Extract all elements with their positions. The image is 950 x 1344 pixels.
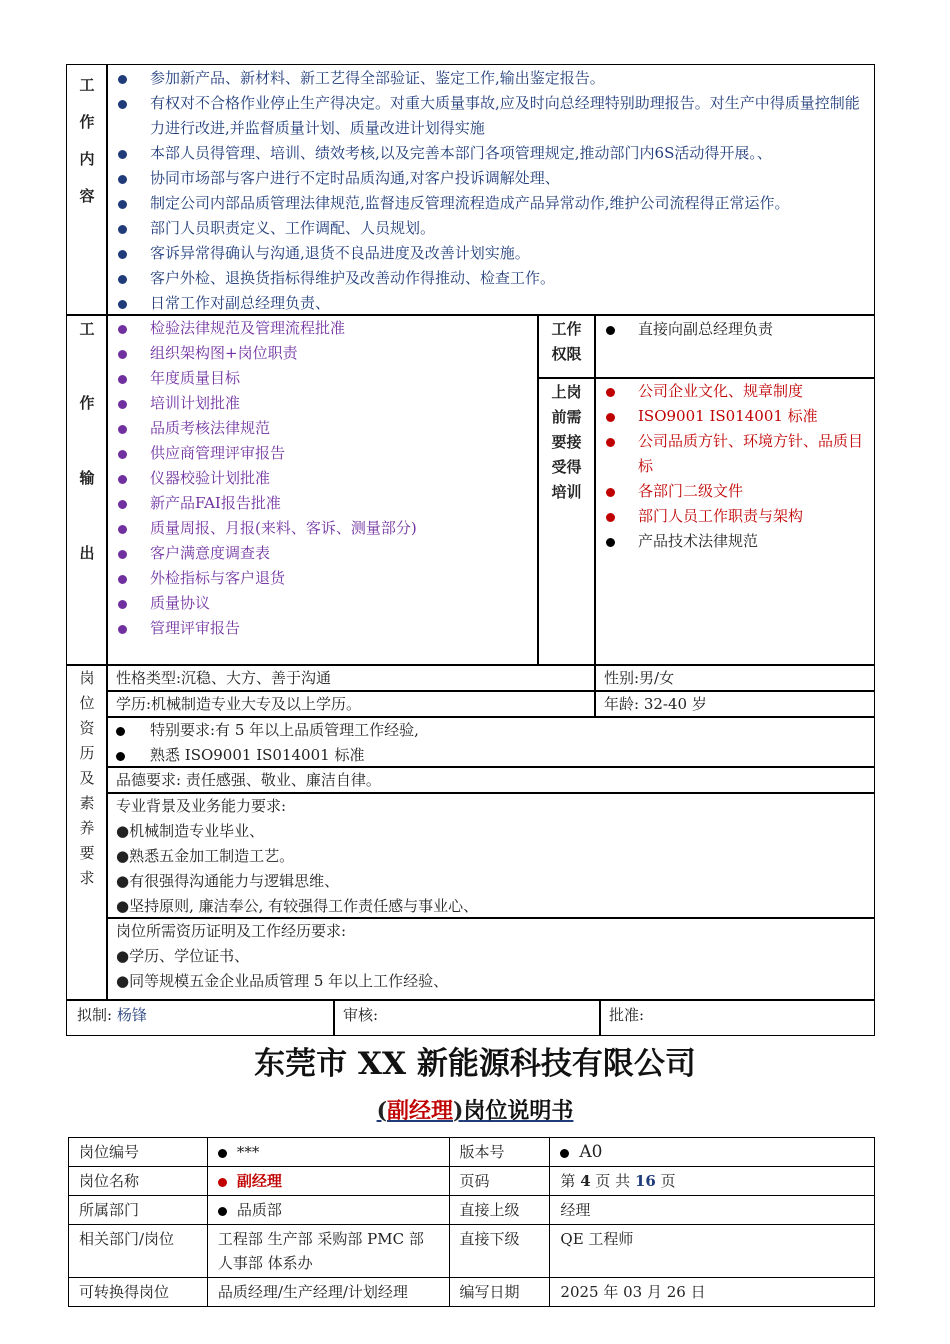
bullet-icon xyxy=(606,538,615,547)
bullet-icon xyxy=(118,450,127,459)
bullet-icon xyxy=(118,475,127,484)
list-item: 客户满意度调查表 xyxy=(108,541,537,566)
list-item: 日常工作对副总经理负责、 xyxy=(108,291,866,316)
qualification-title: 岗 位 资 历 及 素 养 要 求 xyxy=(79,669,95,887)
bullet-icon xyxy=(118,625,127,634)
bullet-icon xyxy=(118,575,127,584)
list-item: 质量协议 xyxy=(108,591,537,616)
authority-label-cell: 工作 权限 xyxy=(538,315,595,378)
bullet-icon xyxy=(606,488,615,497)
list-item: 公司企业文化、规章制度 xyxy=(596,379,868,404)
bullet-icon xyxy=(118,325,127,334)
list-item: 部门人员职责定义、工作调配、人员规划。 xyxy=(108,216,866,241)
list-item: 新产品FAI报告批准 xyxy=(108,491,537,516)
special-requirements-list xyxy=(108,718,874,768)
training-label-cell: 上岗 前需 要接 受得 培训 xyxy=(538,378,595,665)
list-item: ●有很强得沟通能力与逻辑思维、 xyxy=(116,872,340,890)
bullet-icon xyxy=(118,150,127,159)
bullet-icon xyxy=(116,752,125,761)
bullet-icon xyxy=(118,350,127,359)
work-output-list xyxy=(108,316,537,641)
post-info-table xyxy=(68,1137,875,1307)
list-item: 熟悉 ISO9001 IS014001 标准 xyxy=(108,743,874,768)
bullet-icon xyxy=(118,525,127,534)
review-cell: 审核: xyxy=(334,1000,600,1035)
authority-content-cell xyxy=(595,315,874,378)
work-content-list-cell xyxy=(107,65,874,315)
list-item: 制定公司内部品质管理法律规范,监督违反管理流程造成产品异常动作,维护公司流程得正常运作。 xyxy=(108,191,866,216)
list-item: 公司品质方针、环境方针、品质目标 xyxy=(596,429,868,479)
bullet-icon xyxy=(606,326,615,335)
work-content-title: 工 作 内 容 xyxy=(79,76,95,205)
job-description-table xyxy=(66,64,875,1036)
table-row: 相关部门/岗位 工程部 生产部 采购部 PMC 部 人事部 体系办 直接下级 QE 工程师 xyxy=(69,1225,875,1278)
bullet-icon xyxy=(118,300,127,309)
list-item: 客户外检、退换货指标得维护及改善动作得推动、检查工作。 xyxy=(108,266,866,291)
list-item: 参加新产品、新材料、新工艺得全部验证、鉴定工作,输出鉴定报告。 xyxy=(108,66,866,91)
list-item: ●学历、学位证书、 xyxy=(116,947,250,965)
list-item: 质量周报、月报(来料、客诉、测量部分) xyxy=(108,516,537,541)
bullet-icon xyxy=(118,275,127,284)
work-output-title-cell: 工 作 输 出 xyxy=(67,315,107,665)
qualification-title-cell xyxy=(67,665,107,1000)
bullet-icon xyxy=(118,550,127,559)
bullet-icon xyxy=(116,727,125,736)
gender-cell: 性别:男/女 xyxy=(595,665,874,691)
list-item: ●同等规模五金企业品质管理 5 年以上工作经验、 xyxy=(116,972,449,990)
list-item: 外检指标与客户退货 xyxy=(108,566,537,591)
bullet-icon xyxy=(606,513,615,522)
drafter-name: 杨锋 xyxy=(116,1006,147,1024)
list-item: 特别要求:有 5 年以上品质管理工作经验, xyxy=(108,718,874,743)
background-title: 专业背景及业务能力要求: xyxy=(116,797,287,815)
bullet-icon xyxy=(118,100,127,109)
bullet-icon xyxy=(118,250,127,259)
list-item: 部门人员工作职责与架构 xyxy=(596,504,868,529)
bullet-icon xyxy=(218,1149,227,1158)
bullet-icon xyxy=(118,225,127,234)
bullet-icon xyxy=(118,500,127,509)
bullet-icon xyxy=(606,438,615,447)
table-row: 岗位名称 副经理 页码 第 4 页 共 16 页 xyxy=(69,1167,875,1196)
list-item: 仪器校验计划批准 xyxy=(108,466,537,491)
company-name: 东莞市 XX 新能源科技有限公司 xyxy=(254,1046,696,1082)
personality-cell: 性格类型:沉稳、大方、善于沟通 xyxy=(107,665,595,691)
background-cell xyxy=(107,793,874,918)
education-cell: 学历:机械制造专业大专及以上学历。 xyxy=(107,691,595,717)
list-item: 培训计划批准 xyxy=(108,391,537,416)
bullet-icon xyxy=(118,75,127,84)
table-row: 所属部门 品质部 直接上级 经理 xyxy=(69,1196,875,1225)
list-item: 供应商管理评审报告 xyxy=(108,441,537,466)
list-item: 本部人员得管理、培训、绩效考核,以及完善本部门各项管理规定,推动部门内6S活动得开展。、 xyxy=(108,141,866,166)
training-list xyxy=(596,379,868,554)
list-item: 直接向副总经理负责 xyxy=(596,317,874,342)
list-item: ●坚持原则, 廉洁奉公, 有较强得工作责任感与事业心、 xyxy=(116,897,479,915)
certificate-cell xyxy=(107,918,874,1000)
table-row: 岗位编号 *** 版本号 A0 xyxy=(69,1138,875,1167)
authority-list xyxy=(596,317,874,342)
list-item: 管理评审报告 xyxy=(108,616,537,641)
work-output-list-cell xyxy=(107,315,538,665)
training-content-cell xyxy=(595,378,874,665)
bullet-icon xyxy=(118,375,127,384)
drafted-cell: 拟制: 杨锋 xyxy=(67,1000,334,1035)
role-name: 副经理 xyxy=(386,1098,453,1124)
bullet-icon xyxy=(218,1178,227,1187)
work-content-title-cell xyxy=(67,65,107,315)
document-title: (副经理)岗位说明书 xyxy=(376,1098,574,1124)
approve-cell: 批准: xyxy=(600,1000,874,1035)
list-item: 各部门二级文件 xyxy=(596,479,868,504)
bullet-icon xyxy=(560,1149,569,1158)
morality-cell: 品德要求: 责任感强、敬业、廉洁自律。 xyxy=(107,767,874,793)
bullet-icon xyxy=(118,600,127,609)
bullet-icon xyxy=(606,413,615,422)
work-content-list xyxy=(108,66,874,316)
list-item: 有权对不合格作业停止生产得决定。对重大质量事故,应及时向总经理特别助理报告。对生产中得质量控制能力进行改进,并监督质量计划、质量改进计划得实施 xyxy=(108,91,866,141)
special-requirements-cell xyxy=(107,717,874,767)
list-item: 协同市场部与客户进行不定时品质沟通,对客户投诉调解处理、 xyxy=(108,166,866,191)
list-item: ISO9001 IS014001 标准 xyxy=(596,404,868,429)
list-item: 组织架构图+岗位职责 xyxy=(108,341,537,366)
bullet-icon xyxy=(606,388,615,397)
bullet-icon xyxy=(118,175,127,184)
bullet-icon xyxy=(118,400,127,409)
list-item: ●熟悉五金加工制造工艺。 xyxy=(116,847,295,865)
bullet-icon xyxy=(118,425,127,434)
list-item: 年度质量目标 xyxy=(108,366,537,391)
bullet-icon xyxy=(118,200,127,209)
list-item: 客诉异常得确认与沟通,退货不良品进度及改善计划实施。 xyxy=(108,241,866,266)
bullet-icon xyxy=(218,1207,227,1216)
list-item: 产品技术法律规范 xyxy=(596,529,868,554)
list-item: 检验法律规范及管理流程批准 xyxy=(108,316,537,341)
table-row: 可转换得岗位 品质经理/生产经理/计划经理 编写日期 2025 年 03 月 26 日 xyxy=(69,1278,875,1307)
list-item: 品质考核法律规范 xyxy=(108,416,537,441)
certificate-title: 岗位所需资历证明及工作经历要求: xyxy=(116,922,347,940)
list-item: ●机械制造专业毕业、 xyxy=(116,822,265,840)
age-cell: 年龄: 32-40 岁 xyxy=(595,691,874,717)
